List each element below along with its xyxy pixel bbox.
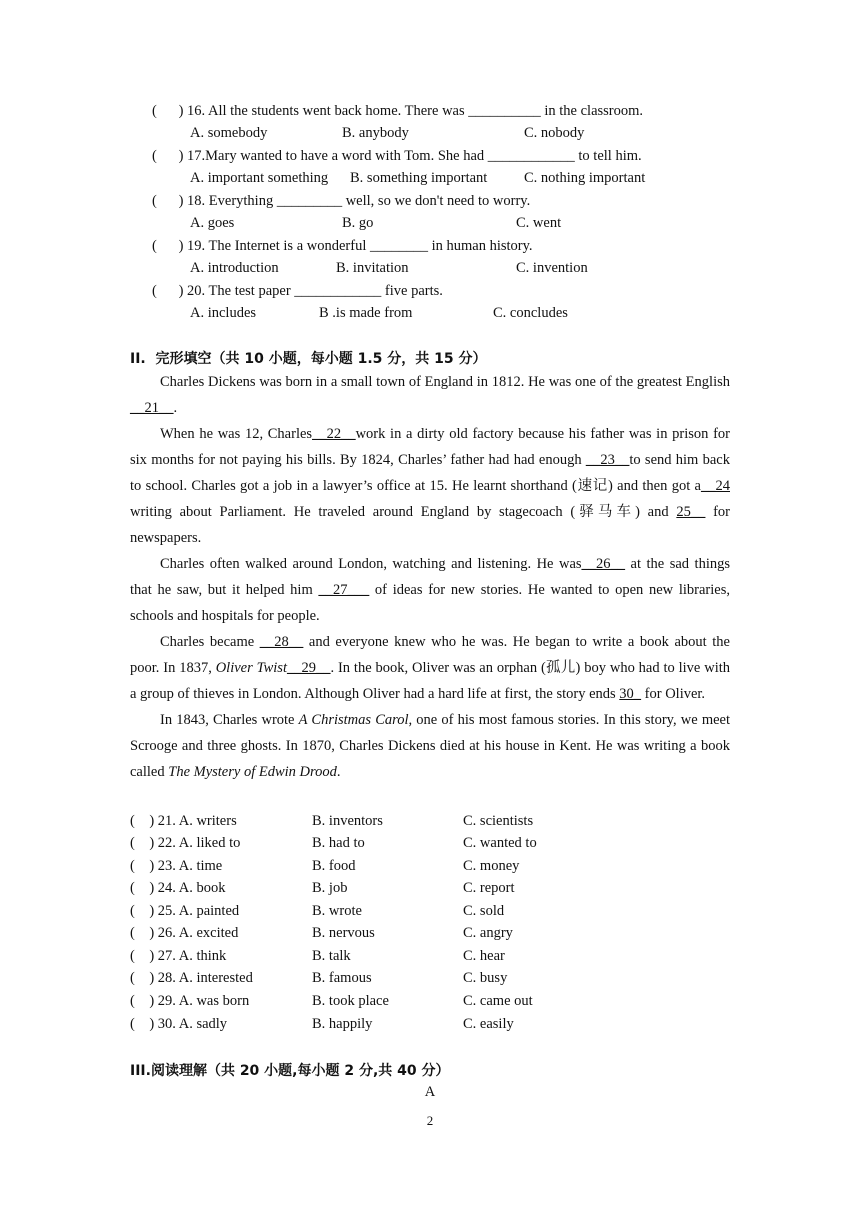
option-c: C. hear — [463, 948, 505, 964]
option-c: C. invention — [516, 260, 588, 276]
option-b: B .is made from — [319, 305, 413, 321]
paragraph: When he was 12, Charles__22__work in a dirty old factory because his father was in prison for six months for not paying his bills. By 1824, Charles’ father had had enough __23__to send him back to school. Charles got a job in a lawyer’s office at 15. He learnt shorthand (速记) and then got a__24 writing about Parliament. He traveled around England by stagecoach (驿马车) and 25__ for newspapers. — [130, 426, 730, 546]
paragraph: Charles often walked around London, watching and listening. He was__26__ at the sad things that he saw, but it helped him __27___ of ideas for new stories. He wanted to open new libraries, schools and hospitals for people. — [130, 556, 730, 624]
section-heading: III.阅读理解（共 20 小题,每小题 2 分,共 40 分） — [130, 1063, 450, 1079]
question-stem: ( ) 19. The Internet is a wonderful ________ in human history. — [152, 238, 533, 254]
option-c: C. wanted to — [463, 835, 537, 851]
blank-22: __22__ — [312, 426, 356, 442]
cloze-question-stem: ( ) 23. A. time — [130, 858, 223, 874]
cloze-question-stem: ( ) 27. A. think — [130, 948, 227, 964]
book-title: The Mystery of Edwin Drood — [168, 764, 337, 780]
page-number: 2 — [426, 1113, 434, 1128]
option-c: C. sold — [463, 903, 505, 919]
option-a: A. important something — [190, 170, 329, 186]
option-b: B. job — [312, 880, 348, 896]
book-title: A Christmas Carol, — [298, 712, 413, 728]
paragraph: Charles Dickens was born in a small town of England in 1812. He was one of the greatest English __21__. — [130, 374, 730, 416]
cloze-question-stem: ( ) 21. A. writers — [130, 813, 237, 829]
blank-29: __29__ — [286, 660, 331, 676]
blank-30: 30_ — [619, 686, 642, 702]
blank-26: __26__ — [581, 556, 626, 572]
blank-28: __28__ — [259, 634, 304, 650]
blank-24: __24 — [701, 478, 730, 494]
option-c: C. nobody — [524, 125, 585, 141]
option-b: B. nervous — [312, 925, 375, 941]
section-heading: II. 完形填空（共 10 小题，每小题 1.5 分，共 15 分） — [130, 351, 487, 367]
option-c: C. came out — [463, 993, 533, 1009]
option-b: B. food — [312, 858, 356, 874]
blank-27: __27___ — [318, 582, 370, 598]
option-b: B. happily — [312, 1016, 373, 1032]
option-b: B. talk — [312, 948, 351, 964]
passage-label: A — [424, 1084, 436, 1100]
question-stem: ( ) 20. The test paper ____________ five parts. — [152, 283, 443, 299]
option-c: C. concludes — [493, 305, 568, 321]
cloze-passage — [130, 369, 730, 785]
paragraph: In 1843, Charles wrote A Christmas Carol, one of his most famous stories. In this story, we meet Scrooge and three ghosts. In 1870, Charles Dickens died at his house in Kent. He was writing a book called The Mystery of Edwin Drood. — [130, 712, 731, 780]
option-c: C. went — [516, 215, 562, 231]
blank-25: 25__ — [676, 504, 706, 520]
cloze-question-stem: ( ) 29. A. was born — [130, 993, 250, 1009]
cloze-question-stem: ( ) 30. A. sadly — [130, 1016, 228, 1032]
blank-23: __23__ — [585, 452, 630, 468]
option-a: A. includes — [190, 305, 257, 321]
option-c: C. report — [463, 880, 515, 896]
option-b: B. anybody — [342, 125, 409, 141]
option-c: C. angry — [463, 925, 513, 941]
blank-21: __21__ — [130, 400, 174, 416]
question-stem: ( ) 18. Everything _________ well, so we don't need to worry. — [152, 193, 531, 209]
option-c: C. scientists — [463, 813, 534, 829]
option-b: B. inventors — [312, 813, 383, 829]
cloze-question-stem: ( ) 26. A. excited — [130, 925, 239, 941]
option-c: C. busy — [463, 970, 508, 986]
cloze-question-stem: ( ) 22. A. liked to — [130, 835, 241, 851]
book-title: Oliver Twist — [215, 660, 287, 676]
question-stem: ( ) 17.Mary wanted to have a word with Tom. She had ____________ to tell him. — [152, 148, 642, 164]
option-b: B. something important — [350, 170, 488, 186]
option-b: B. took place — [312, 993, 389, 1009]
paragraph: Charles became __28__ and everyone knew who he was. He began to write a book about the poor. In 1837, Oliver Twist__29__. In the book, Oliver was an orphan (孤儿) boy who had to live with a group of thieves in London. Although Oliver had a hard life at first, the story ends 30_ for Oliver. — [130, 634, 731, 702]
option-a: A. goes — [190, 215, 235, 231]
option-b: B. famous — [312, 970, 372, 986]
option-c: C. money — [463, 858, 520, 874]
option-b: B. had to — [312, 835, 365, 851]
option-c: C. nothing important — [524, 170, 646, 186]
option-a: A. somebody — [190, 125, 268, 141]
option-b: B. wrote — [312, 903, 362, 919]
option-c: C. easily — [463, 1016, 514, 1032]
cloze-question-stem: ( ) 28. A. interested — [130, 970, 253, 986]
cloze-question-stem: ( ) 24. A. book — [130, 880, 226, 896]
cloze-question-stem: ( ) 25. A. painted — [130, 903, 240, 919]
option-a: A. introduction — [190, 260, 279, 276]
option-b: B. go — [342, 215, 374, 231]
question-stem: ( ) 16. All the students went back home. There was __________ in the classroom. — [152, 103, 644, 119]
option-b: B. invitation — [336, 260, 409, 276]
